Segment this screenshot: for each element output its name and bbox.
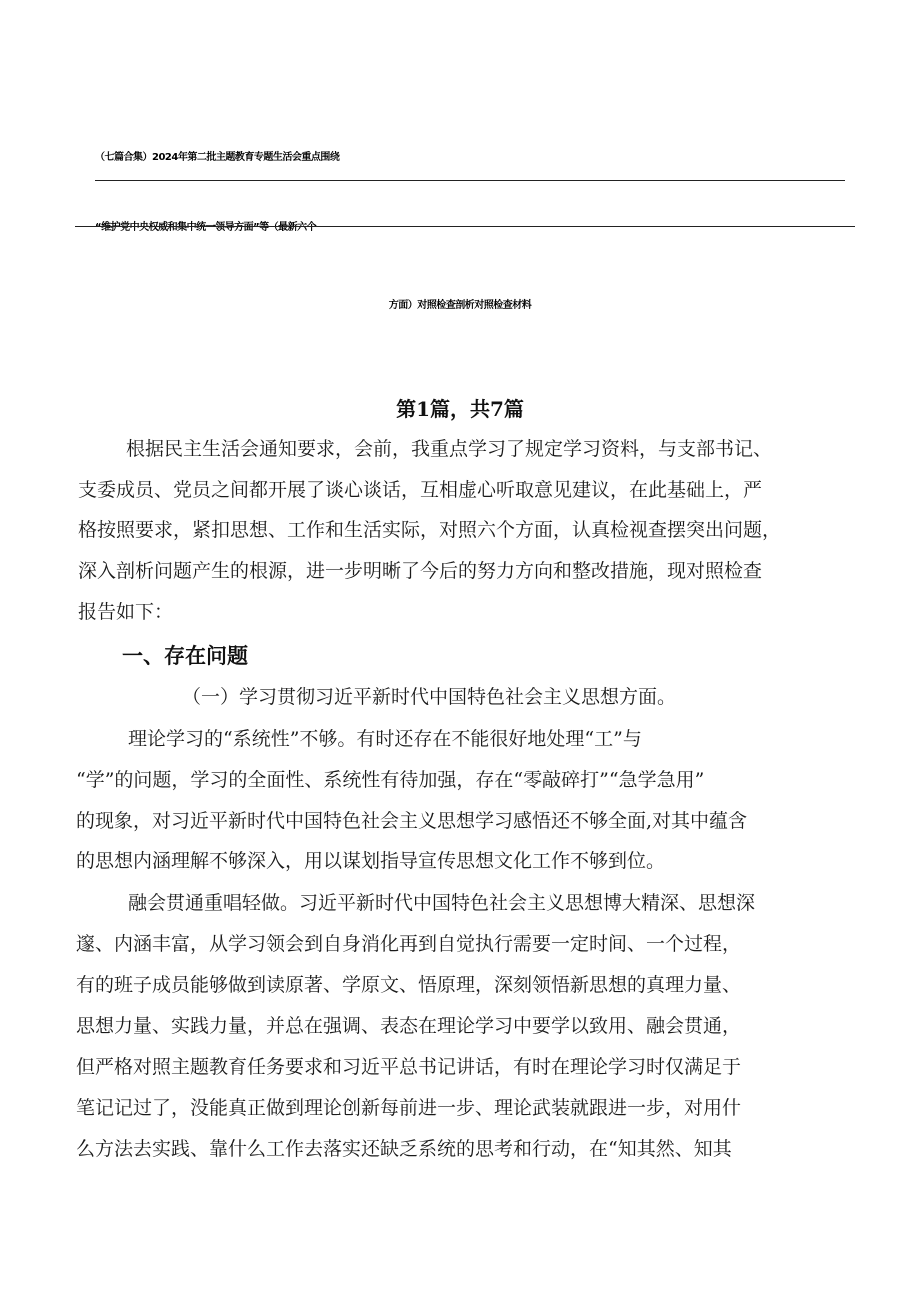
intro-line-3: 格按照要求，紧扣思想、工作和生活实际，对照六个方面，认真检视查摆突出问题， (78, 519, 782, 541)
intro-line-5: 报告如下： (78, 601, 174, 623)
subsection-heading: （一）学习贯彻习近平新时代中国特色社会主义思想方面。 (182, 686, 677, 708)
section-heading: 一、存在问题 (122, 644, 248, 668)
intro-line-1: 根据民主生活会通知要求，会前，我重点学习了规定学习资料，与支部书记、 (126, 438, 773, 460)
intro-line-2: 支委成员、党员之间都开展了谈心谈话，互相虚心听取意见建议，在此基础上，严 (78, 479, 763, 501)
document-title-line-1: （七篇合集）2024年第二批主题教育专题生活会重点围绕 (95, 152, 340, 163)
title-underline-2 (75, 226, 855, 227)
para2-line-6: 笔记记过了，没能真正做到理论创新每前进一步、理论武装就跟进一步，对用什 (76, 1097, 742, 1119)
intro-line-4: 深入剖析问题产生的根源，进一步明晰了今后的努力方向和整改措施，现对照检查 (78, 560, 763, 582)
para2-line-2: 邃、内涵丰富，从学习领会到自身消化再到自觉执行需要一定时间、一个过程， (76, 933, 742, 955)
para2-line-4: 思想力量、实践力量，并总在强调、表态在理论学习中要学以致用、融会贯通， (76, 1015, 742, 1037)
title-underline-1 (95, 180, 845, 181)
para1-line-2: “学”的问题，学习的全面性、系统性有待加强，存在“零敲碎打”“急学急用” (76, 769, 705, 791)
para1-line-1: 理论学习的“系统性”不够。有时还存在不能很好地处理“工”与 (128, 728, 642, 750)
para2-line-3: 有的班子成员能够做到读原著、学原文、悟原理，深刻领悟新思想的真理力量、 (76, 974, 742, 996)
document-title-line-2: “维护党中央权威和集中统一领导方面”等（最新六个 (95, 222, 317, 233)
part-subtitle: 第1篇，共7篇 (396, 397, 524, 421)
para2-line-1: 融会贯通重唱轻做。习近平新时代中国特色社会主义思想博大精深、思想深 (128, 892, 756, 914)
para2-line-7: 么方法去实践、靠什么工作去落实还缺乏系统的思考和行动，在“知其然、知其 (76, 1138, 732, 1160)
para2-line-5: 但严格对照主题教育任务要求和习近平总书记讲话，有时在理论学习时仅满足于 (76, 1056, 742, 1078)
para1-line-3: 的现象，对习近平新时代中国特色社会主义思想学习感悟还不够全面,对其中蕴含 (76, 810, 748, 832)
para1-line-4: 的思想内涵理解不够深入，用以谋划指导宣传思想文化工作不够到位。 (76, 850, 666, 872)
document-title-line-3: 方面）对照检查剖析对照检查材料 (388, 300, 532, 311)
